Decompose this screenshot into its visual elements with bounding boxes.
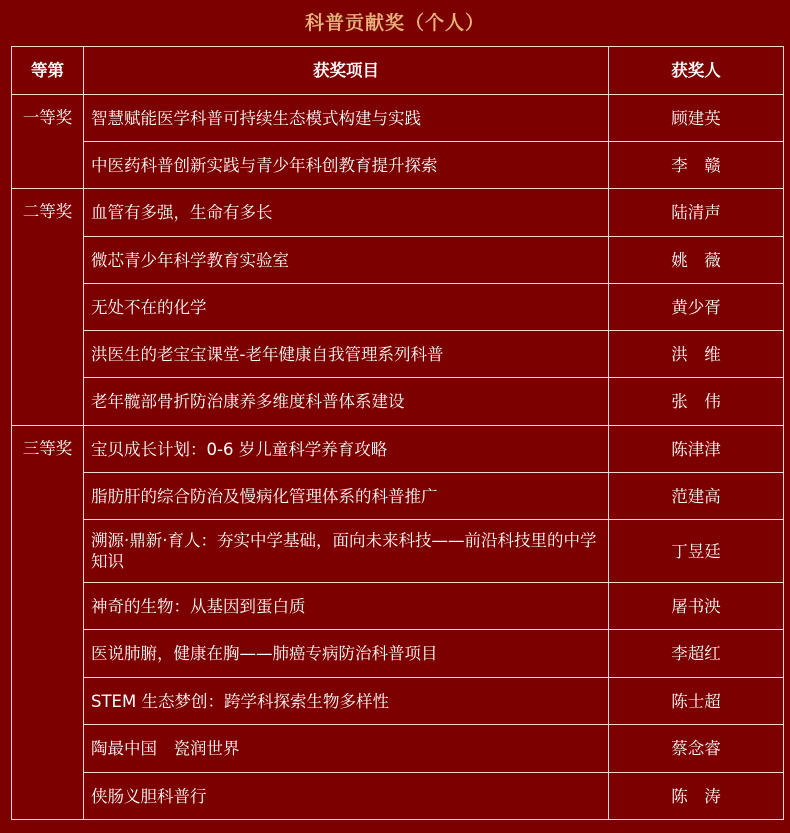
- table-row: [12, 520, 784, 583]
- table-row: [12, 378, 784, 426]
- award-level-third: 三等奖: [12, 426, 84, 820]
- project-cell: 洪医生的老宝宝课堂-老年健康自我管理系列科普: [84, 331, 609, 378]
- table-row: [12, 583, 784, 630]
- winner-cell: 陈津津: [609, 426, 784, 473]
- project-cell: 神奇的生物：从基因到蛋白质: [84, 583, 609, 630]
- project-cell: STEM 生态梦创：跨学科探索生物多样性: [84, 678, 609, 725]
- project-cell: 陶最中国 瓷润世界: [84, 725, 609, 773]
- table-row: [12, 426, 784, 473]
- project-cell: 微芯青少年科学教育实验室: [84, 237, 609, 284]
- award-level-first: 一等奖: [12, 95, 84, 189]
- awards-table: [11, 46, 784, 820]
- header-project: 获奖项目: [84, 47, 609, 95]
- project-cell: 侠肠义胆科普行: [84, 773, 609, 820]
- table-row: [12, 725, 784, 773]
- project-cell: 溯源·鼎新·育人：夯实中学基础，面向未来科技——前沿科技里的中学知识: [84, 520, 609, 583]
- winner-cell: 顾建英: [609, 95, 784, 142]
- table-row: [12, 237, 784, 284]
- winner-cell: 陆清声: [609, 189, 784, 237]
- header-level: 等第: [12, 47, 84, 95]
- winner-cell: 李超红: [609, 630, 784, 678]
- table-header-row: [12, 47, 784, 95]
- table-row: [12, 284, 784, 331]
- table-row: [12, 95, 784, 142]
- page-title: 科普贡献奖（个人）: [304, 12, 485, 34]
- winner-cell: 范建高: [609, 473, 784, 520]
- winner-cell: 洪 维: [609, 331, 784, 378]
- project-cell: 宝贝成长计划：0-6 岁儿童科学养育攻略: [84, 426, 609, 473]
- table-row: [12, 331, 784, 378]
- table-row: [12, 678, 784, 725]
- winner-cell: 黄少胥: [609, 284, 784, 331]
- project-cell: 医说肺腑，健康在胸——肺癌专病防治科普项目: [84, 630, 609, 678]
- project-cell: 血管有多强，生命有多长: [84, 189, 609, 237]
- winner-cell: 丁昱廷: [609, 520, 784, 583]
- winner-cell: 李 赣: [609, 142, 784, 189]
- table-row: [12, 473, 784, 520]
- project-cell: 老年髋部骨折防治康养多维度科普体系建设: [84, 378, 609, 426]
- award-level-second: 二等奖: [12, 189, 84, 426]
- header-winner: 获奖人: [609, 47, 784, 95]
- winner-cell: 屠书泱: [609, 583, 784, 630]
- winner-cell: 陈士超: [609, 678, 784, 725]
- winner-cell: 蔡念睿: [609, 725, 784, 773]
- project-cell: 中医药科普创新实践与青少年科创教育提升探索: [84, 142, 609, 189]
- project-cell: 无处不在的化学: [84, 284, 609, 331]
- project-cell: 智慧赋能医学科普可持续生态模式构建与实践: [84, 95, 609, 142]
- table-row: [12, 189, 784, 237]
- winner-cell: 陈 涛: [609, 773, 784, 820]
- table-row: [12, 142, 784, 189]
- project-cell: 脂肪肝的综合防治及慢病化管理体系的科普推广: [84, 473, 609, 520]
- winner-cell: 姚 薇: [609, 237, 784, 284]
- table-row: [12, 630, 784, 678]
- table-row: [12, 773, 784, 820]
- winner-cell: 张 伟: [609, 378, 784, 426]
